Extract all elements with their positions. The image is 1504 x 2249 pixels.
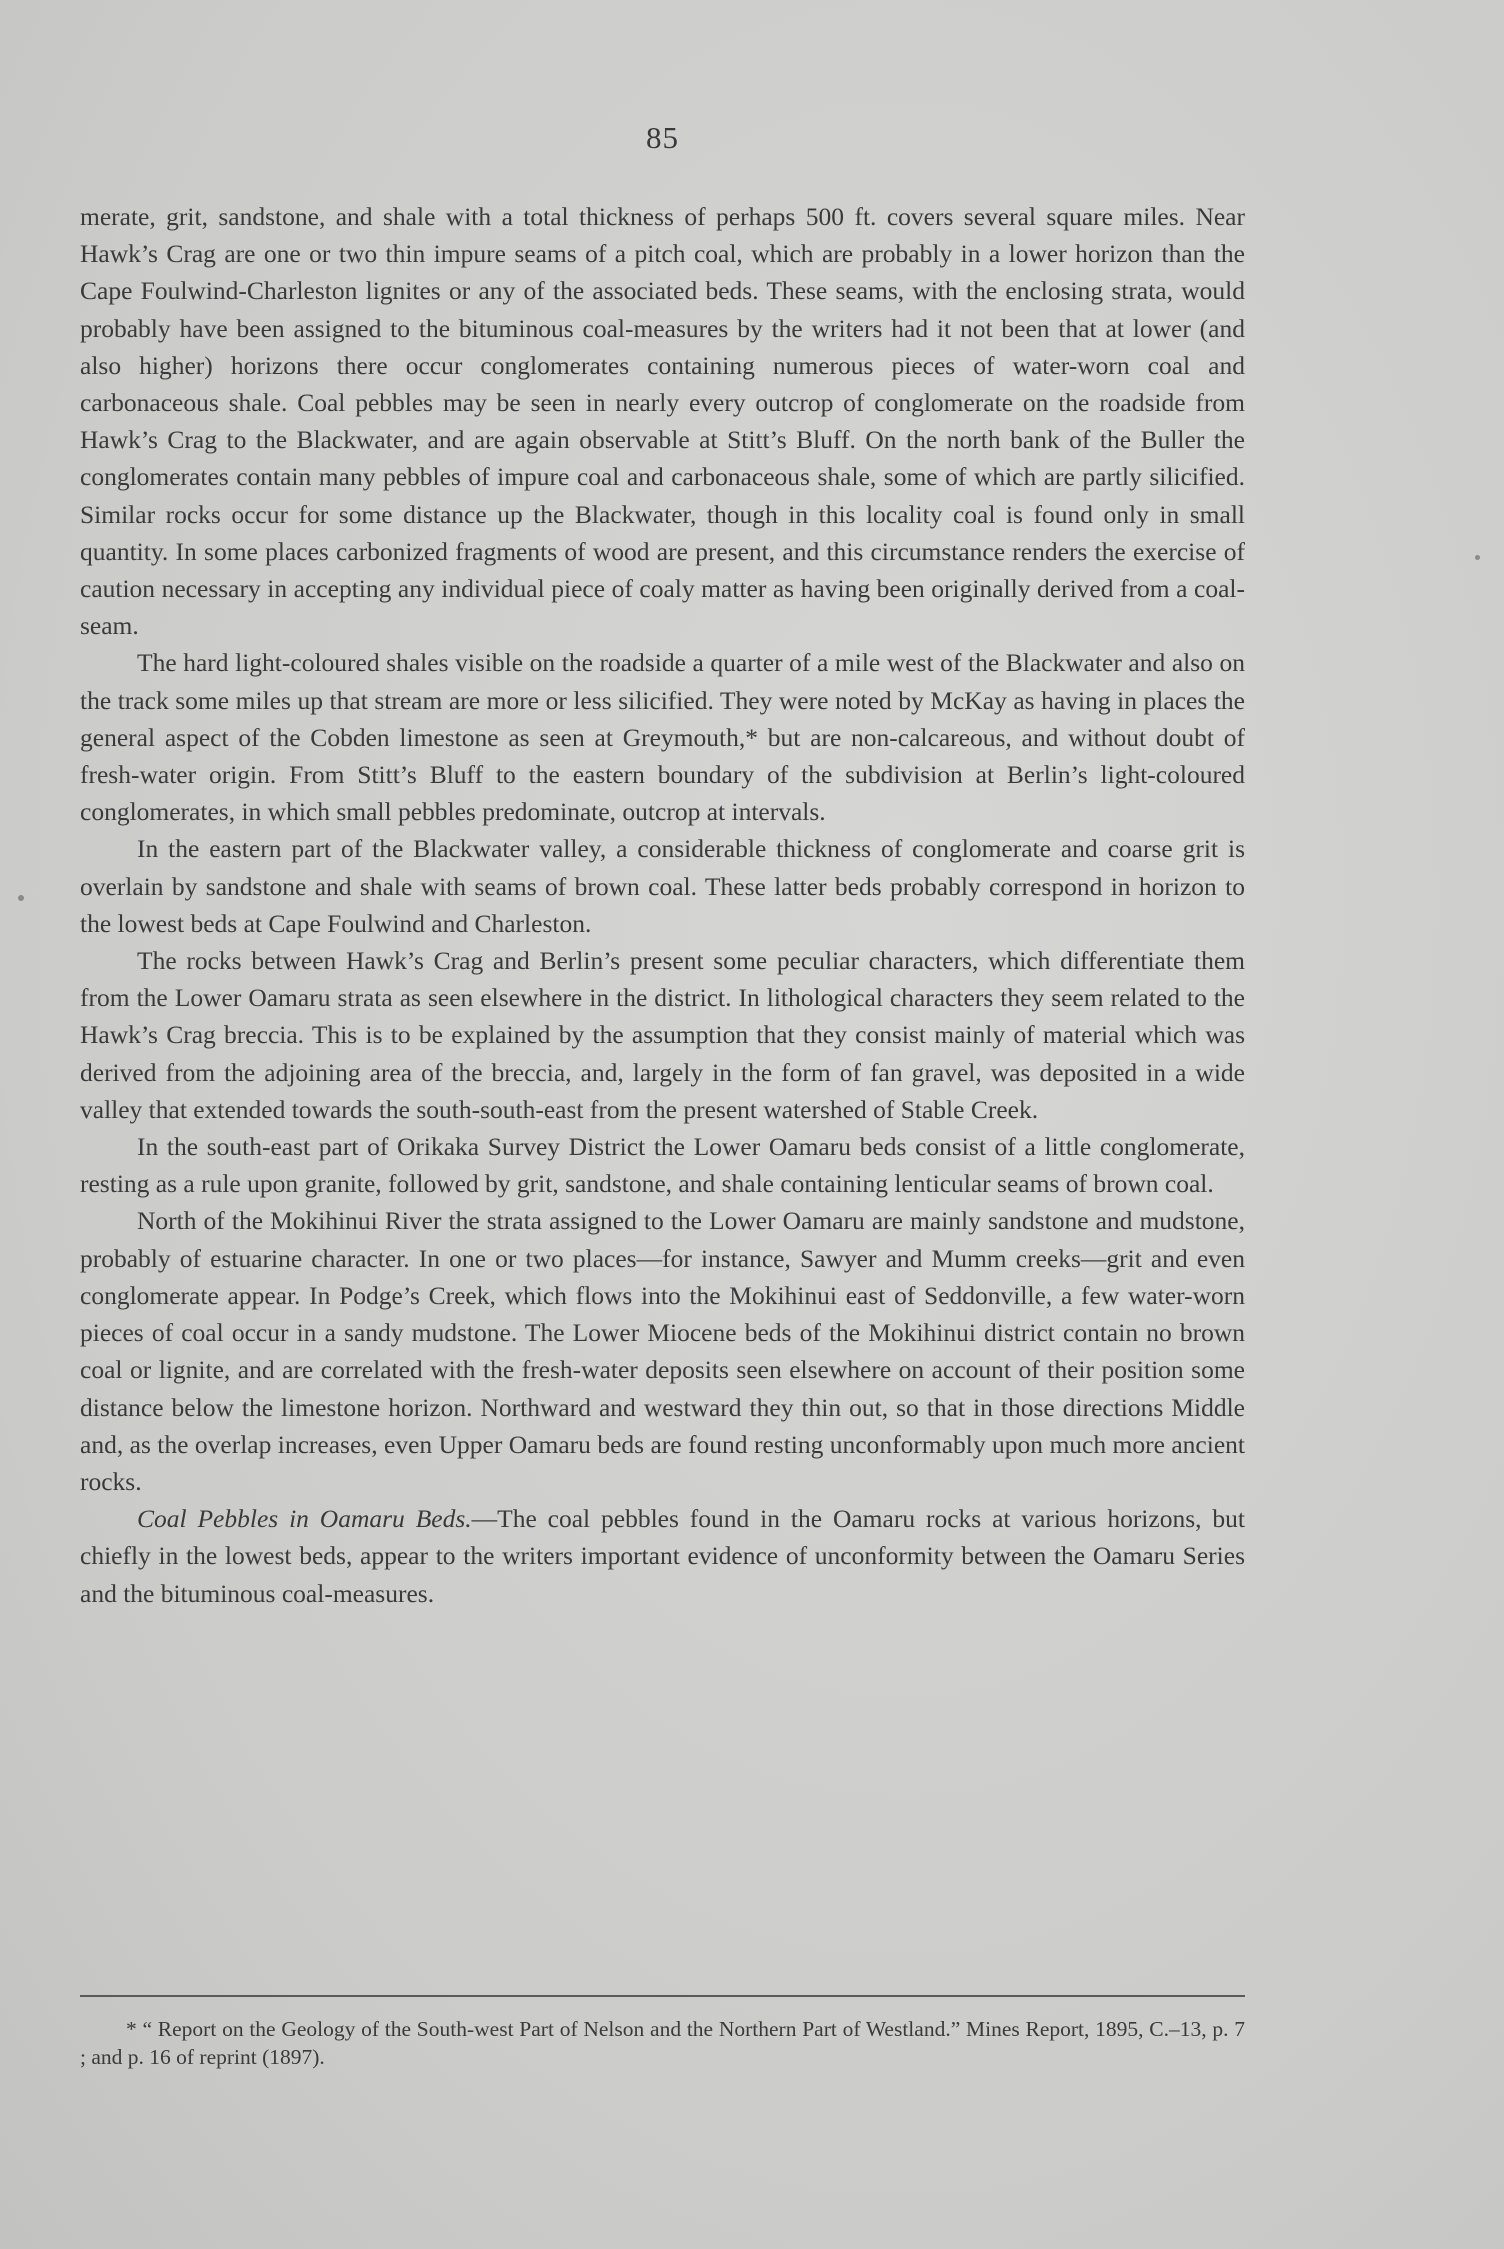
footnote-divider (80, 1995, 1245, 1997)
paragraph-3: In the eastern part of the Blackwater valley, a considerable thickness of conglomerate and coarse grit is overlain by sandstone and shale with seams of brown coal. These latter beds probably correspond in horizon to the lowest beds at Cape Foulwind and Charleston. (80, 834, 1245, 938)
document-page (80, 0, 1245, 2249)
paragraph-7-text: —The coal pebbles found in the Oamaru rocks at various horizons, but chiefly in the lowest beds, appear to the writers important evidence of unconformity between the Oamaru Series and the bituminous coal-measures. (80, 1504, 1245, 1608)
paragraph-1: merate, grit, sandstone, and shale with a total thickness of perhaps 500 ft. covers several square miles. Near Hawk’s Crag are one or two thin impure seams of a pitch coal, which are probably in a lower horizon than the Cape Foulwind-Charleston lignites or any of the associated beds. These seams, with the enclosing strata, would probably have been assigned to the bituminous coal-measures by the writers had it not been that at lower (and also higher) horizons there occur conglomerates containing numerous pieces of water-worn coal and carbonaceous shale. Coal pebbles may be seen in nearly every outcrop of conglomerate on the roadside from Hawk’s Crag to the Blackwater, and are again observable at Stitt’s Bluff. On the north bank of the Buller the conglomerates contain many pebbles of impure coal and carbonaceous shale, some of which are partly silicified. Similar rocks occur for some distance up the Blackwater, though in this locality coal is found only in small quantity. In some places carbonized fragments of wood are present, and this circumstance renders the exercise of caution necessary in accepting any individual piece of coaly matter as having been originally derived from a coal-seam. (80, 202, 1245, 641)
paragraph-7 (80, 1500, 1245, 1612)
paragraph-6: North of the Mokihinui River the strata assigned to the Lower Oamaru are mainly sandstone and mudstone, probably of estuarine character. In one or two places—for instance, Sawyer and Mumm creeks—grit and even conglomerate appear. In Podge’s Creek, which flows into the Mokihinui east of Seddonville, a few water-worn pieces of coal occur in a sandy mudstone. The Lower Miocene beds of the Mokihinui district contain no brown coal or lignite, and are correlated with the fresh-water deposits seen elsewhere on account of their position some distance below the limestone horizon. Northward and westward they thin out, so that in those directions Middle and, as the overlap increases, even Upper Oamaru beds are found resting unconformably upon much more ancient rocks. (80, 1206, 1245, 1496)
body-text (80, 198, 1245, 1612)
footnote: * “ Report on the Geology of the South-west Part of Nelson and the Northern Part of Westland.” Mines Report, 1895, C.–13, p. 7 ; and p. 16 of reprint (1897). (80, 2017, 1245, 2069)
paragraph-2: The hard light-coloured shales visible on the roadside a quarter of a mile west of the Blackwater and also on the track some miles up that stream are more or less silicified. They were noted by McKay as having in places the general aspect of the Cobden limestone as seen at Greymouth,* but are non-calcareous, and without doubt of fresh-water origin. From Stitt’s Bluff to the eastern boundary of the subdivision at Berlin’s light-coloured conglomerates, in which small pebbles predominate, outcrop at intervals. (80, 648, 1245, 827)
section-heading-coal-pebbles: Coal Pebbles in Oamaru Beds. (137, 1504, 472, 1534)
paragraph-4: The rocks between Hawk’s Crag and Berlin’s present some peculiar characters, which differentiate them from the Lower Oamaru strata as seen elsewhere in the district. In lithological characters they seem related to the Hawk’s Crag breccia. This is to be explained by the assumption that they consist mainly of material which was derived from the adjoining area of the breccia, and, largely in the form of fan gravel, was deposited in a wide valley that extended towards the south-south-east from the present watershed of Stable Creek. (80, 946, 1245, 1124)
page-speck (18, 895, 24, 901)
page-number: 85 (646, 120, 679, 155)
paragraph-5: In the south-east part of Orikaka Survey District the Lower Oamaru beds consist of a little conglomerate, resting as a rule upon granite, followed by grit, sandstone, and shale containing lenticular seams of brown coal. (80, 1132, 1245, 1199)
page-speck (1475, 555, 1480, 560)
